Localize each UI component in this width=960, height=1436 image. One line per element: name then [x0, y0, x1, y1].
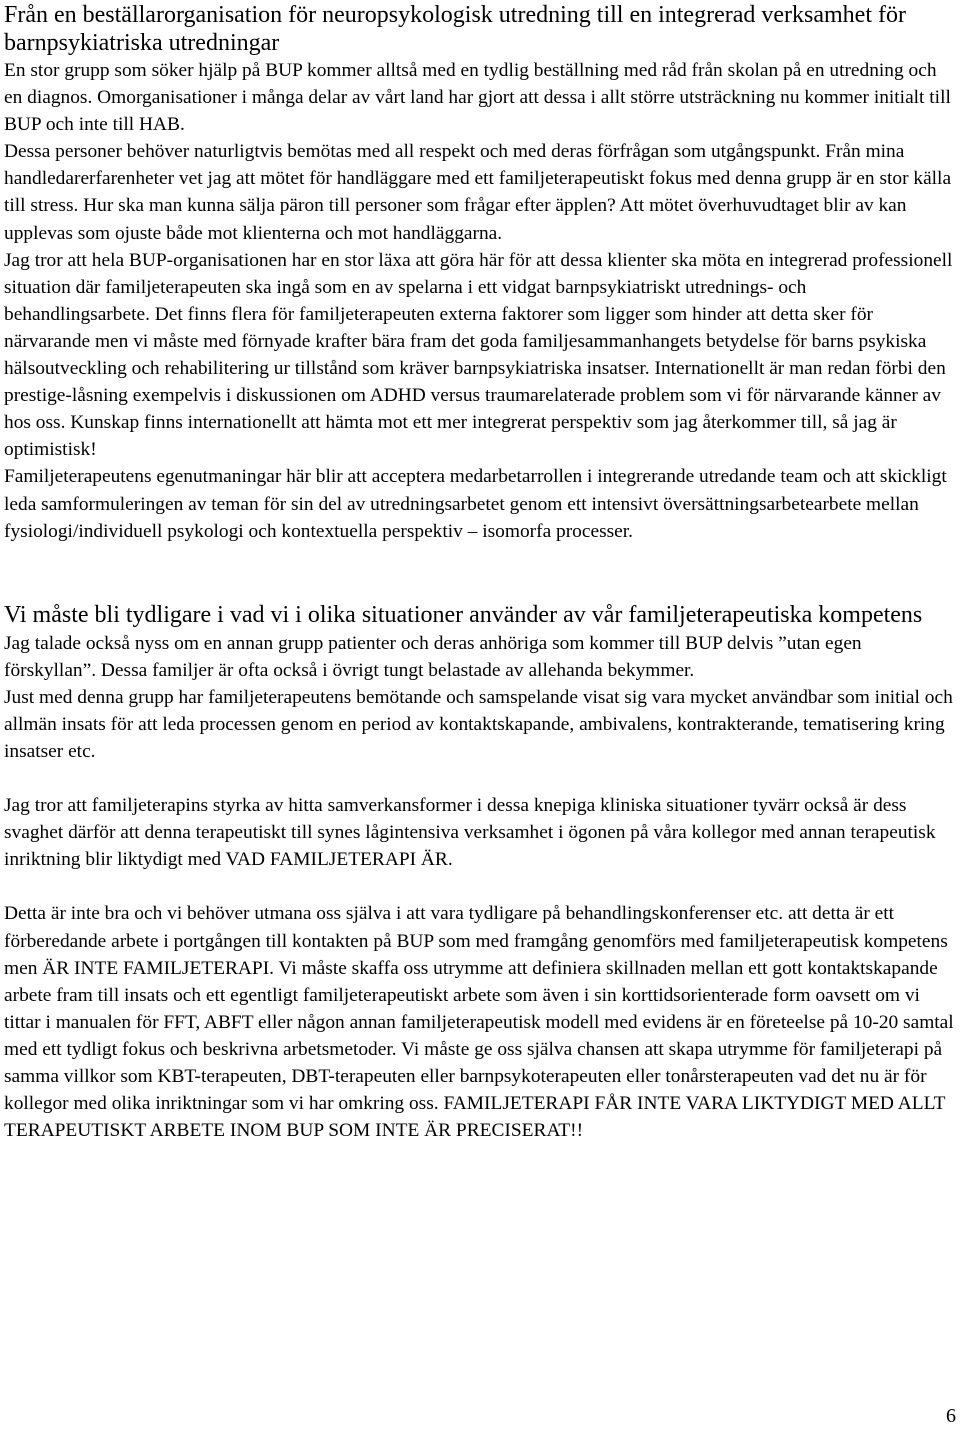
paragraph: Dessa personer behöver naturligtvis bemötas med all respekt och med deras förfrågan som utgångspunkt. Från mina handledarerfarenheter vet jag att mötet för handläggare med ett familjeterapeutiskt fokus med denna grupp är en stor källa till stress. Hur ska man kunna sälja päron till personer som frågar efter äpplen? Att mötet överhuvudtaget blir av kan upplevas som ojuste både mot klienterna och mot handläggarna.	[4, 141, 952, 244]
paragraph: Jag tror att familjeterapins styrka av hitta samverkansformer i dessa knepiga kliniska situationer tyvärr också är dess svaghet därför att denna terapeutiskt till synes lågintensiva verksamhet i ögonen på våra kollegor med annan terapeutisk inriktning blir liktydigt med VAD FAMILJETERAPI ÄR.	[4, 795, 936, 871]
paragraph: Detta är inte bra och vi behöver utmana oss själva i att vara tydligare på behandlingskonferenser etc. att detta är ett förberedande arbete i portgången till kontakten på BUP som med framgång genomförs med familjeterapeutisk kompetens men ÄR INTE FAMILJETERAPI. Vi måste skaffa oss utrymme att definiera skillnaden mellan ett gott kontaktskapande arbete fram till insats och ett egentligt familjeterapeutiskt arbete som även i sin korttidsorienterade form oavsett om vi tittar i manualen för FFT, ABFT eller någon annan familjeterapeutisk modell med evidens är en företeelse på 10-20 samtal med ett tydligt fokus och beskrivna arbetsmetoder. Vi måste ge oss själva chansen att skapa utrymme för familjeterapi på samma villkor som KBT-terapeuten, DBT-terapeuten eller barnpsykoterapeuten eller tonårsterapeuten vad det nu är för kollegor med olika inriktningar som vi har omkring oss. FAMILJETERAPI FÅR INTE VARA LIKTYDIGT MED ALLT TERAPEUTISKT ARBETE INOM BUP SOM INTE ÄR PRECISERAT!!	[4, 903, 954, 1142]
section-heading: Från en beställarorganisation för neuropsykologisk utredning till en integrerad verksamhet för barnpsykiatriska utredningar	[4, 2, 906, 56]
document-page	[4, 0, 956, 1144]
page-number: 6	[946, 1405, 956, 1427]
paragraph: En stor grupp som söker hjälp på BUP kommer alltså med en tydlig beställning med råd från skolan på en utredning och en diagnos. Omorganisationer i många delar av vårt land har gjort att dessa i allt större utsträckning nu kommer initialt till BUP och inte till HAB.	[4, 60, 951, 136]
section-heading: Vi måste bli tydligare i vad vi i olika situationer använder av vår familjeterapeutiska kompetens	[4, 601, 923, 628]
paragraph: Familjeterapeutens egenutmaningar här blir att acceptera medarbetarrollen i integrerande utredande team och att skickligt leda samformuleringen av teman för sin del av utredningsarbetet genom ett intensivt översättningsarbetearbete mellan fysiologi/individuell psykologi och kontextuella perspektiv – isomorfa processer.	[4, 466, 947, 542]
section-spacer	[4, 545, 956, 599]
paragraph: Jag tror att hela BUP-organisationen har en stor läxa att göra här för att dessa klienter ska möta en integrerad professionell situation där familjeterapeuten ska ingå som en av spelarna i ett vidgat barnpsykiatriskt utrednings- och behandlingsarbete. Det finns flera för familjeterapeuten externa faktorer som ligger som hinder att detta sker för närvarande men vi måste med förnyade krafter bära fram det goda familjesammanhangets betydelse för barns psykiska hälsoutveckling och rehabilitering ur tillstånd som kräver barnpsykiatriska insatser. Internationellt är man redan förbi den prestige-låsning exempelvis i diskussionen om ADHD versus traumarelaterade problem som vi för närvarande känner av hos oss. Kunskap finns internationellt att hämta mot ett mer integrerat perspektiv som jag återkommer till, så jag är optimistisk!	[4, 249, 953, 461]
paragraph: Jag talade också nyss om en annan grupp patienter och deras anhöriga som kommer till BUP delvis ”utan egen förskyllan”. Dessa familjer är ofta också i övrigt tungt belastade av allehanda bekymmer.	[4, 632, 862, 681]
paragraph-spacer	[4, 765, 956, 792]
paragraph-spacer	[4, 873, 956, 900]
paragraph: Just med denna grupp har familjeterapeutens bemötande och samspelande visat sig vara mycket användbar som initial och allmän insats för att leda processen genom en period av kontaktskapande, ambivalens, kontrakterande, tematisering kring insatser etc.	[4, 686, 953, 763]
